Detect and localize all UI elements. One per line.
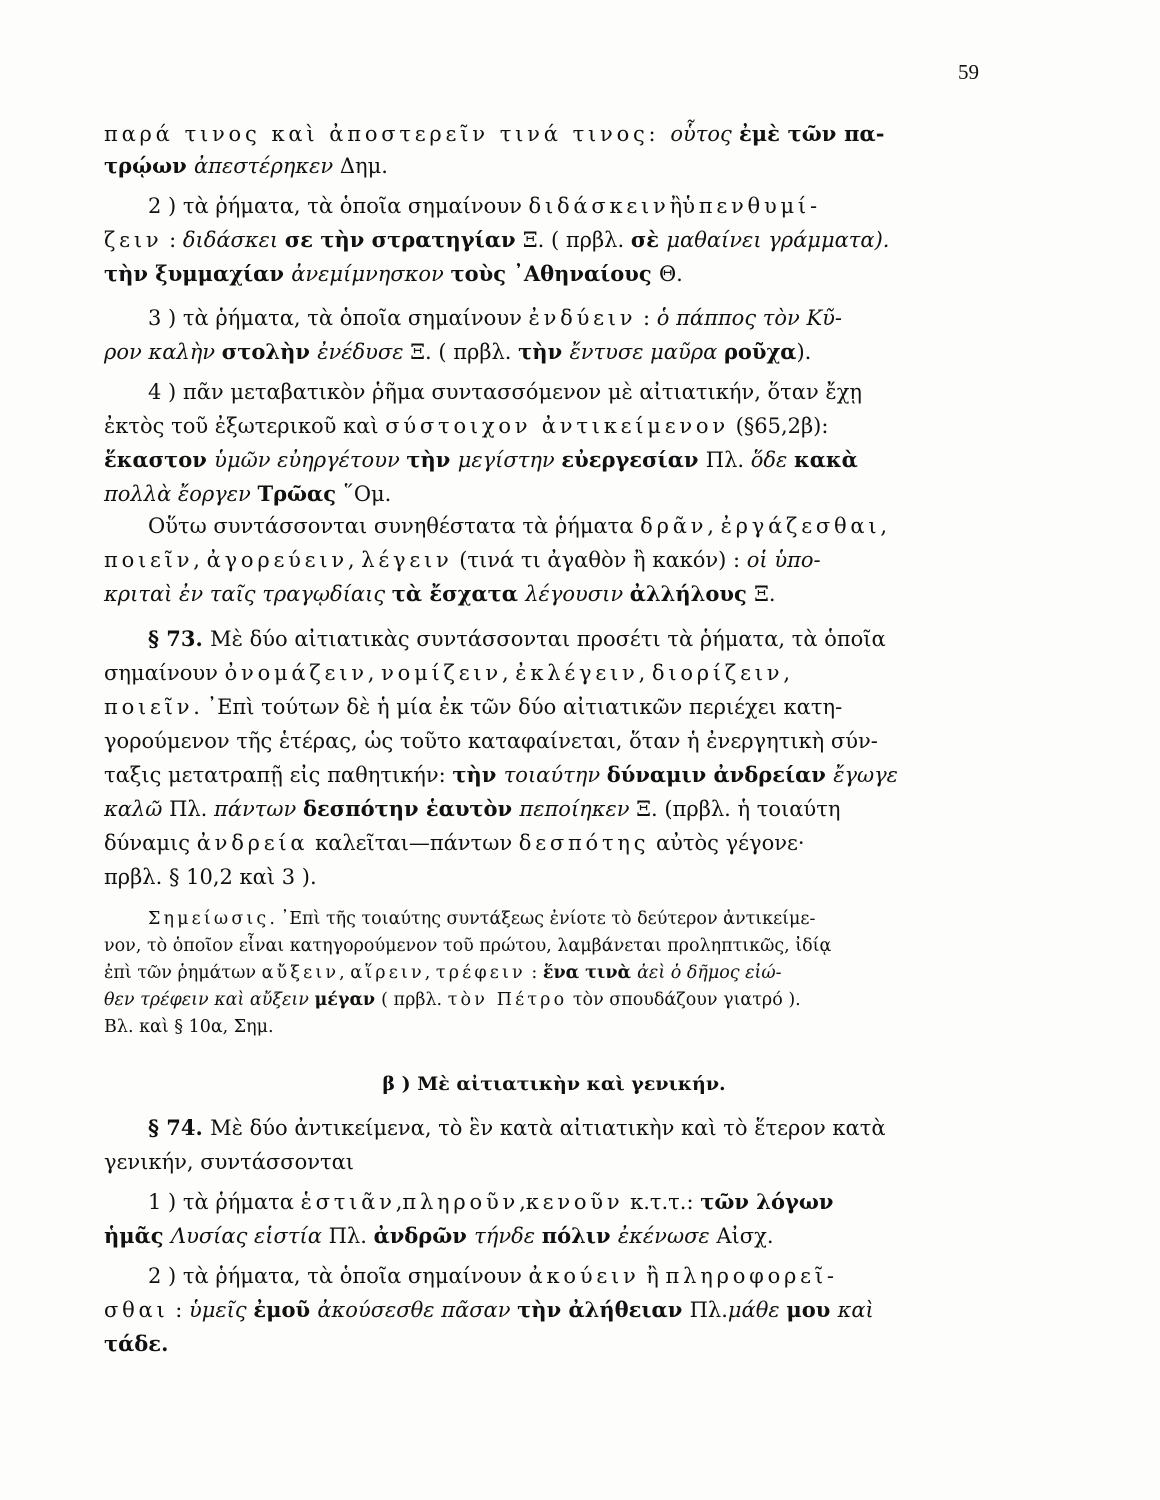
section-73: § 73. Μὲ δύο αἰτιατικὰς συντάσσονται προσέτι τὰ ῥήματα, τὰ ὁποῖα σημαίνουν ὀνομάζειν, νομίζειν, ἐκλέγειν, διορίζειν, ποιεῖν. ᾿Επὶ τούτων δὲ ἡ μία ἐκ τῶν δύο αἰτιατικῶν περιέχει κατη- γορούμενον τῆς ἑτέρας, ὡς τοῦτο καταφαίνεται, ὅταν ἡ ἐνεργητικὴ σύν- ταξις μετατραπῇ εἰς παθητικήν: τὴν τοιαύτην δύναμιν ἀνδρείαν ἔγωγε καλῶ Πλ. πάντων δεσπότην ἑαυτὸν πεποίηκεν Ξ. (πρβλ. ἡ τοιαύτη δύναμις ἀνδρεία καλεῖται—πάντων δεσπότης αὐτὸς γέγονε· πρβλ. § 10,2 καὶ 3 ). — [104, 626, 898, 889]
section-73-heading: § 73. — [148, 626, 211, 651]
page-number: 59 — [958, 60, 979, 84]
paragraph-item-4: 4 ) πᾶν μεταβατικὸν ῥῆμα συντασσόμενον μὲ αἰτιατικήν, ὅταν ἔχῃ ἐκτὸς τοῦ ἐξωτερικοῦ καὶ σύστοιχον ἀντικείμενον (§65,2β): ἕκαστον ὑμῶν εὐηργέτουν τὴν μεγίστην εὐεργεσίαν Πλ. ὅδε κακὰ πολλὰ ἔοργεν Τρῶας ῞Ομ. — [104, 380, 862, 506]
paragraph-intro-continuation: παρά τινος καὶ ἀποστερεῖν τινά τινος: οὗτος ἐμὲ τῶν πα- τρῴων ἀπεστέρηκεν Δημ. — [104, 121, 885, 178]
section-74: § 74. Μὲ δύο ἀντικείμενα, τὸ ἓν κατὰ αἰτιατικὴν καὶ τὸ ἕτερον κατὰ γενικήν, συντάσσονται 1 ) τὰ ῥήματα ἑστιᾶν,πληροῦν,κενοῦν κ.τ.τ.: τῶν λόγων ἡμᾶς Λυσίας εἱστία Πλ. ἀνδρῶν τήνδε πόλιν ἐκένωσε Αἰσχ. 2 ) τὰ ῥήματα, τὰ ὁποῖα σημαίνουν ἀκούειν ἢ πληροφορεῖ- σθαι : ὑμεῖς ἐμοῦ ἀκούσεσθε πᾶσαν τὴν ἀλήθειαν Πλ.μάθε μου καὶ τάδε. — [104, 1115, 886, 1356]
paragraph-item-2: 2 ) τὰ ῥήματα, τὰ ὁποῖα σημαίνουν διδάσκεινἢὑπενθυμί- ζειν : διδάσκει σε τὴν στρατηγίαν Ξ. ( πρβλ. σὲ μαθαίνει γράμματα). τὴν ξυμμαχίαν ἀνεμίμνησκον τοὺς ᾿Αθηναίους Θ. — [104, 194, 890, 286]
subheading-beta: β ) Μὲ αἰτιατικὴν καὶ γενικήν. — [382, 1073, 726, 1095]
note-block: Σημείωσις. ᾿Επὶ τῆς τοιαύτης συντάξεως ἐνίοτε τὸ δεύτερον ἀντικείμε- νον, τὸ ὁποῖον εἶναι κατηγορούμενον τοῦ πρώτου, λαμβάνεται προληπτικῶς, ἰδίᾳ ἐπὶ τῶν ῥημάτων αὔξειν, αἵρειν, τρέφειν : ἕνα τινὰ ἀεὶ ὁ δῆμος εἰώ- θεν τρέφειν καὶ αὔξειν μέγαν ( πρβλ. τὸν Πέτρο τὸν σπουδάζουν γιατρό ). Βλ. καὶ § 10α, Σημ. — [104, 909, 832, 1037]
paragraph-common-verbs: Οὕτω συντάσσονται συνηθέστατα τὰ ῥήματα δρᾶν, ἐργάζεσθαι, ποιεῖν, ἀγορεύειν, λέγειν (τινά τι ἀγαθὸν ἢ κακόν) : οἱ ὑπο- κριταὶ ἐν ταῖς τραγῳδίαις τὰ ἔσχατα λέγουσιν ἀλλήλους Ξ. — [104, 514, 888, 606]
paragraph-item-3: 3 ) τὰ ῥήματα, τὰ ὁποῖα σημαίνουν ἐνδύειν : ὁ πάππος τὸν Κῦ- ρον καλὴν στολὴν ἐνέδυσε Ξ. ( πρβλ. τὴν ἔντυσε μαῦρα ροῦχα). — [104, 306, 843, 364]
section-74-heading: § 74. — [148, 1115, 211, 1140]
